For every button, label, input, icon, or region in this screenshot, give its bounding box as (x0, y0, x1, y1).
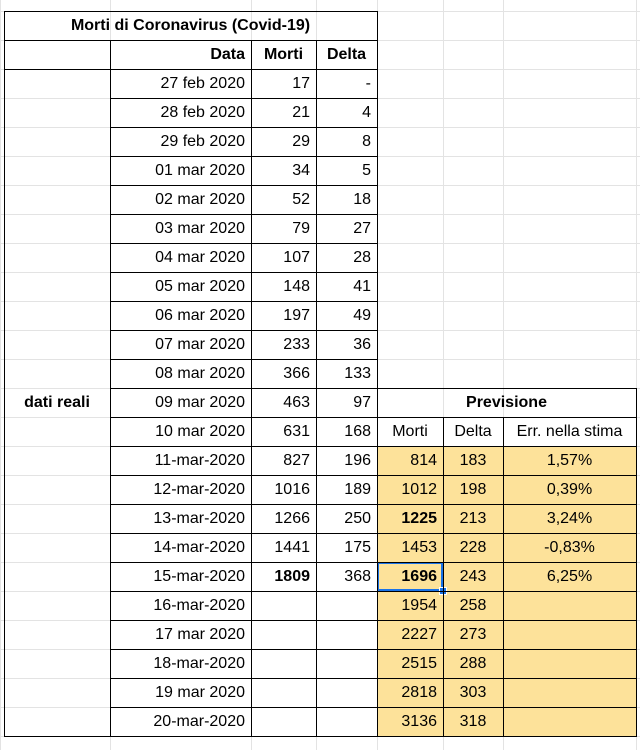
cell-border (110, 475, 378, 476)
morti-cell[interactable]: 1441 (274, 538, 310, 556)
date-cell[interactable]: 09 mar 2020 (155, 393, 245, 411)
morti-cell[interactable]: 233 (283, 335, 310, 353)
cell-border (110, 388, 378, 389)
cell-border (636, 388, 637, 737)
morti-cell[interactable]: 148 (283, 277, 310, 295)
cell-border (503, 417, 504, 737)
delta-cell[interactable] (316, 707, 377, 736)
morti-cell[interactable]: 79 (292, 219, 310, 237)
delta-cell[interactable]: 4 (362, 103, 371, 121)
prev-delta-cell[interactable]: 318 (443, 707, 503, 736)
morti-cell[interactable]: 34 (292, 161, 310, 179)
delta-cell[interactable]: 8 (362, 132, 371, 150)
prev-header-err[interactable]: Err. nella stima (516, 422, 623, 440)
delta-cell[interactable]: - (365, 74, 371, 92)
date-cell[interactable]: 06 mar 2020 (155, 306, 245, 324)
cell-border (377, 504, 637, 505)
date-cell[interactable]: 04 mar 2020 (155, 248, 245, 266)
delta-cell[interactable] (316, 620, 377, 649)
cell-border (110, 272, 378, 273)
cell-border (377, 388, 637, 389)
delta-cell[interactable] (316, 678, 377, 707)
date-cell[interactable]: 18-mar-2020 (153, 654, 245, 672)
prev-delta-cell[interactable]: 273 (443, 620, 503, 649)
morti-cell[interactable]: 463 (283, 393, 310, 411)
cell-border (110, 649, 378, 650)
delta-cell[interactable]: 18 (353, 190, 371, 208)
date-cell[interactable]: 10 mar 2020 (155, 422, 245, 440)
date-cell[interactable]: 03 mar 2020 (155, 219, 245, 237)
date-cell[interactable]: 16-mar-2020 (153, 596, 245, 614)
date-cell[interactable]: 02 mar 2020 (155, 190, 245, 208)
cell-border (377, 707, 637, 708)
cell-border (110, 40, 111, 737)
prev-err-cell[interactable] (503, 707, 636, 736)
cell-border (110, 707, 378, 708)
cell-border (377, 649, 637, 650)
morti-cell[interactable]: 52 (292, 190, 310, 208)
morti-cell[interactable]: 1809 (274, 567, 310, 585)
date-cell[interactable]: 29 feb 2020 (160, 132, 245, 150)
prev-delta-cell[interactable]: 303 (443, 678, 503, 707)
prev-err-cell[interactable]: 3,24% (503, 504, 636, 533)
prev-err-cell[interactable]: 6,25% (503, 562, 636, 591)
cell-border (110, 330, 378, 331)
delta-cell[interactable]: 196 (344, 451, 371, 469)
cell-border (377, 533, 637, 534)
cell-border (110, 620, 378, 621)
morti-cell[interactable]: 107 (283, 248, 310, 266)
date-cell[interactable]: 20-mar-2020 (153, 712, 245, 730)
prev-delta-cell[interactable]: 288 (443, 649, 503, 678)
morti-cell[interactable]: 29 (292, 132, 310, 150)
cell-border (110, 98, 378, 99)
morti-cell[interactable]: 17 (292, 74, 310, 92)
morti-cell[interactable]: 366 (283, 364, 310, 382)
cell-border (4, 736, 111, 737)
delta-cell[interactable]: 133 (344, 364, 371, 382)
delta-cell[interactable]: 175 (344, 538, 371, 556)
morti-cell[interactable] (251, 707, 316, 736)
prev-err-cell[interactable] (503, 591, 636, 620)
prev-delta-cell[interactable]: 228 (443, 533, 503, 562)
prev-delta-cell[interactable]: 183 (443, 446, 503, 475)
prev-err-cell[interactable]: 0,39% (503, 475, 636, 504)
morti-cell[interactable] (251, 678, 316, 707)
date-cell[interactable]: 01 mar 2020 (155, 161, 245, 179)
cell-border (4, 11, 5, 737)
prev-err-cell[interactable]: -0,83% (503, 533, 636, 562)
morti-cell[interactable]: 827 (283, 451, 310, 469)
prev-morti-cell[interactable]: 1954 (377, 591, 443, 620)
cell-border (110, 736, 378, 737)
cell-border (110, 446, 378, 447)
morti-cell[interactable]: 631 (283, 422, 310, 440)
cell-border (377, 475, 637, 476)
delta-cell[interactable]: 36 (353, 335, 371, 353)
date-cell[interactable]: 11-mar-2020 (154, 451, 245, 469)
prev-morti-cell[interactable]: 1696 (377, 562, 443, 591)
cell-border (251, 40, 252, 737)
cell-border (316, 40, 317, 737)
cell-border (4, 69, 378, 70)
prev-morti-cell[interactable]: 3136 (377, 707, 443, 736)
date-cell[interactable]: 14-mar-2020 (153, 538, 245, 556)
morti-cell[interactable]: 1266 (274, 509, 310, 527)
prev-err-cell[interactable] (503, 620, 636, 649)
header-delta[interactable]: Delta (326, 45, 367, 63)
cell-border (4, 11, 378, 12)
date-cell[interactable]: 17 mar 2020 (155, 625, 245, 643)
cell-border (110, 359, 378, 360)
delta-cell[interactable]: 250 (344, 509, 371, 527)
header-data[interactable]: Data (210, 45, 245, 63)
prev-morti-cell[interactable]: 1012 (377, 475, 443, 504)
prev-morti-cell[interactable]: 1225 (377, 504, 443, 533)
prev-delta-cell[interactable]: 198 (443, 475, 503, 504)
delta-cell[interactable]: 49 (353, 306, 371, 324)
delta-cell[interactable]: 189 (344, 480, 371, 498)
prev-delta-cell[interactable]: 243 (443, 562, 503, 591)
cell-border (110, 562, 378, 563)
cell-border (110, 591, 378, 592)
cell-border (377, 620, 637, 621)
delta-cell[interactable]: 168 (344, 422, 371, 440)
cell-border (377, 591, 637, 592)
cell-border (377, 446, 637, 447)
prev-morti-cell[interactable]: 2227 (377, 620, 443, 649)
date-cell[interactable]: 27 feb 2020 (160, 74, 245, 92)
delta-cell[interactable]: 27 (353, 219, 371, 237)
cell-border (110, 417, 378, 418)
morti-cell[interactable]: 1016 (274, 480, 310, 498)
side-label-dati-reali[interactable]: dati reali (24, 393, 90, 411)
date-cell[interactable]: 08 mar 2020 (155, 364, 245, 382)
cell-border (443, 417, 444, 737)
date-cell[interactable]: 28 feb 2020 (160, 103, 245, 121)
delta-cell[interactable]: 41 (353, 277, 371, 295)
date-cell[interactable]: 15-mar-2020 (153, 567, 245, 585)
date-cell[interactable]: 05 mar 2020 (155, 277, 245, 295)
cell-border (110, 243, 378, 244)
morti-cell[interactable] (251, 649, 316, 678)
cell-border (377, 562, 637, 563)
cell-border (377, 736, 637, 737)
prevision-title[interactable]: Previsione (466, 393, 547, 411)
cell-border (110, 156, 378, 157)
prev-delta-cell[interactable]: 258 (443, 591, 503, 620)
cell-border (110, 533, 378, 534)
table-title[interactable]: Morti di Coronavirus (Covid-19) (70, 16, 311, 34)
morti-cell[interactable]: 197 (283, 306, 310, 324)
morti-cell[interactable]: 21 (292, 103, 310, 121)
cell-border (110, 504, 378, 505)
header-morti[interactable]: Morti (263, 45, 304, 63)
cell-border (377, 417, 637, 418)
prev-morti-cell[interactable]: 2818 (377, 678, 443, 707)
prev-morti-cell[interactable]: 1453 (377, 533, 443, 562)
delta-cell[interactable]: 28 (353, 248, 371, 266)
cell-border (110, 301, 378, 302)
date-cell[interactable]: 07 mar 2020 (155, 335, 245, 353)
prev-morti-cell[interactable]: 2515 (377, 649, 443, 678)
delta-cell[interactable] (316, 591, 377, 620)
cell-border (4, 40, 378, 41)
cell-border (377, 678, 637, 679)
prev-header-delta[interactable]: Delta (454, 422, 492, 440)
prev-delta-cell[interactable]: 213 (443, 504, 503, 533)
prev-morti-cell[interactable]: 814 (377, 446, 443, 475)
cell-border (377, 11, 378, 737)
prev-header-morti[interactable]: Morti (392, 422, 428, 440)
date-cell[interactable]: 12-mar-2020 (153, 480, 245, 498)
delta-cell[interactable]: 5 (362, 161, 371, 179)
morti-cell[interactable] (251, 591, 316, 620)
cell-border (110, 214, 378, 215)
prev-err-cell[interactable] (503, 678, 636, 707)
cell-border (110, 185, 378, 186)
morti-cell[interactable] (251, 620, 316, 649)
cell-border (110, 127, 378, 128)
delta-cell[interactable] (316, 649, 377, 678)
delta-cell[interactable]: 368 (344, 567, 371, 585)
date-cell[interactable]: 19 mar 2020 (155, 683, 245, 701)
delta-cell[interactable]: 97 (353, 393, 371, 411)
prev-err-cell[interactable] (503, 649, 636, 678)
prev-err-cell[interactable]: 1,57% (503, 446, 636, 475)
cell-border (110, 678, 378, 679)
date-cell[interactable]: 13-mar-2020 (153, 509, 245, 527)
